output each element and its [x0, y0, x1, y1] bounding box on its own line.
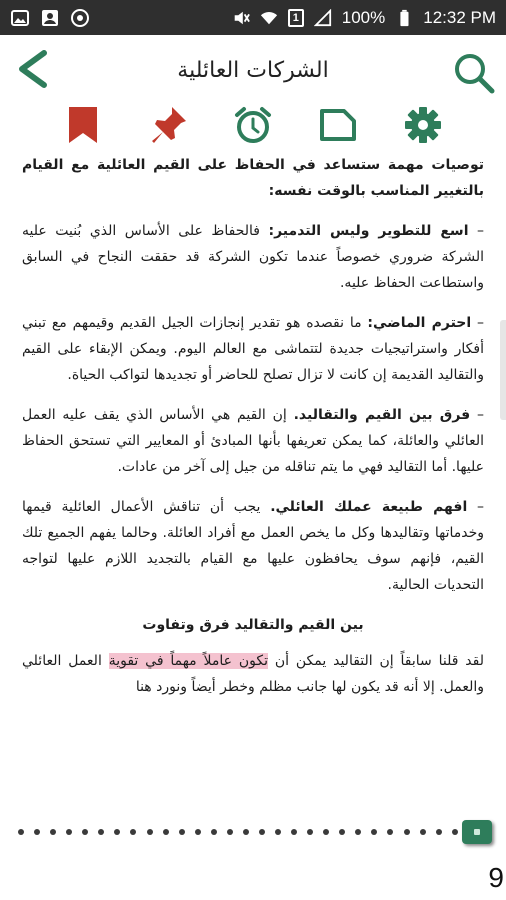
progress-dot: [420, 829, 426, 835]
bookmark-button[interactable]: [61, 103, 105, 147]
search-icon[interactable]: [452, 51, 496, 95]
progress-dot: [82, 829, 88, 835]
progress-dot: [436, 829, 442, 835]
item-title: فرق بين القيم والتقاليد.: [293, 407, 471, 423]
item-title: افهم طبيعة عملك العائلي.: [270, 499, 468, 515]
list-item: – اسع للتطوير وليس التدمير: فالحفاظ على الأساس الذي بُنيت عليه الشركة ضروري خصوصاً عندما تكون الشركة قد حققت النجاح في السابق واستطاعت الحفاظ عليه.: [22, 223, 484, 291]
progress-dot: [98, 829, 104, 835]
progress-dot: [34, 829, 40, 835]
current-page-indicator[interactable]: [462, 820, 492, 844]
settings-button[interactable]: [401, 103, 445, 147]
progress-dot: [211, 829, 217, 835]
progress-dot: [50, 829, 56, 835]
battery-icon: [395, 9, 413, 27]
reader-toolbar: [0, 100, 506, 150]
item-title: احترم الماضي:: [367, 315, 472, 331]
account-icon: [40, 8, 60, 28]
final-text-end: العمل العائلي والعمل. إلا أنه قد يكون لها جانب مظلم وخطر أيضاً ونورد هنا: [22, 653, 484, 695]
image-icon: [10, 8, 30, 28]
item-text: ما نقصده هو تقدير إنجازات الجيل القديم وقيمهم مع تبني أفكار واستراتيجيات جديدة لتتماشى مع العالم اليوم. ويمكن الإبقاء على القيم والتقاليد القديمة إن كانت لا تزال تصلح للحاضر أو تجديدها لتواكب الحياة.: [22, 315, 484, 383]
list-item: – فرق بين القيم والتقاليد. إن القيم هي الأساس الذي يقف عليه العمل العائلي والعائلة، كما يمكن تعريفها بأنها المبادئ أو المعايير التي تستحق الحفاظ عليها. أما التقاليد فهي ما يتم تناقله من جيل إلى آخر من عادات.: [22, 407, 484, 475]
progress-dot: [387, 829, 393, 835]
progress-dot: [18, 829, 24, 835]
page-icon: [318, 105, 358, 145]
status-right: [232, 8, 496, 28]
clock: 12:32 PM: [423, 7, 496, 27]
progress-dot: [371, 829, 377, 835]
progress-dot: [259, 829, 265, 835]
pin-icon: [148, 105, 188, 145]
battery-percent: 100%: [341, 7, 386, 27]
list-item: – احترم الماضي: ما نقصده هو تقدير إنجازات الجيل القديم وقيمهم مع تبني أفكار واستراتيجيات جديدة لتتماشى مع العالم اليوم. ويمكن الإبقاء على القيم والتقاليد القديمة إن كانت لا تزال تصلح للحاضر أو تجديدها لتواكب الحياة.: [22, 315, 484, 383]
progress-dot: [452, 829, 458, 835]
progress-dot: [404, 829, 410, 835]
progress-dot: [355, 829, 361, 835]
progress-dot: [339, 829, 345, 835]
progress-dot: [163, 829, 169, 835]
final-paragraph: [22, 648, 484, 700]
sync-icon: [70, 8, 90, 28]
list-item: – افهم طبيعة عملك العائلي. يجب أن تناقش الأعمال العائلية قيمها وخدماتها وتقاليدها وكل ما يخص العمل مع أفراد العائلة. وحالما يفهم الجميع تلك القيم، فإنهم سوف يحافظون عليها مع القيام بالتجديد اللازم عليها لتواجه التحديات الحالية.: [22, 499, 484, 593]
indicator-dot: [474, 829, 480, 835]
sim-icon: 1: [288, 9, 304, 27]
progress-dot: [130, 829, 136, 835]
final-text-start: لقد قلنا سابقاً إن التقاليد يمكن أن: [268, 653, 484, 669]
progress-dot: [307, 829, 313, 835]
item-title: اسع للتطوير وليس التدمير:: [268, 223, 469, 239]
article-content: [22, 152, 484, 762]
side-drawer-handle[interactable]: [500, 320, 506, 420]
mute-icon: [232, 9, 250, 27]
highlighted-text[interactable]: تكون عاملاً مهماً في تقوية: [108, 653, 268, 669]
bookmark-icon: [65, 105, 101, 145]
app-header: [0, 35, 506, 105]
item-text: إن القيم هي الأساس الذي يقف عليه العمل العائلي والعائلة، كما يمكن تعريفها بأنها المبادئ أو المعايير التي تستحق الحفاظ عليها. أما التقاليد فهي ما يتم تناقله من جيل إلى آخر من عادات.: [22, 407, 484, 475]
signal-icon: [314, 9, 332, 27]
wifi-icon: [260, 9, 278, 27]
section-subheading: بين القيم والتقاليد فرق وتفاوت: [142, 617, 364, 633]
alarm-button[interactable]: [231, 103, 275, 147]
status-left: [10, 8, 90, 28]
progress-dot: [323, 829, 329, 835]
progress-dot: [275, 829, 281, 835]
page-button[interactable]: [316, 103, 360, 147]
intro-paragraph: توصيات مهمة ستساعد في الحفاظ على القيم العائلية مع القيام بالتغيير المناسب بالوقت نفسه:: [22, 157, 484, 199]
progress-dot: [66, 829, 72, 835]
page-title: الشركات العائلية: [177, 57, 329, 83]
page-progress-dots: [18, 824, 458, 840]
progress-dot: [227, 829, 233, 835]
pin-button[interactable]: [146, 103, 190, 147]
settings-icon: [403, 105, 443, 145]
alarm-icon: [233, 105, 273, 145]
item-text: فالحفاظ على الأساس الذي بُنيت عليه الشركة ضروري خصوصاً عندما تكون الشركة قد حققت النجاح في السابق واستطاعت الحفاظ عليه.: [22, 223, 484, 291]
progress-dot: [179, 829, 185, 835]
progress-dot: [243, 829, 249, 835]
progress-dot: [147, 829, 153, 835]
status-bar: [0, 0, 506, 35]
progress-dot: [195, 829, 201, 835]
progress-dot: [291, 829, 297, 835]
page-number: 9: [488, 862, 504, 893]
chevron-left-icon[interactable]: [12, 47, 56, 91]
item-text: يجب أن تناقش الأعمال العائلية قيمها وخدماتها وتقاليدها وكل ما يخص العمل مع أفراد العائلة. وحالما يفهم الجميع تلك القيم، فإنهم سوف يحافظون عليها مع القيام بالتجديد اللازم عليها لتواجه التحديات الحالية.: [22, 499, 484, 593]
progress-dot: [114, 829, 120, 835]
